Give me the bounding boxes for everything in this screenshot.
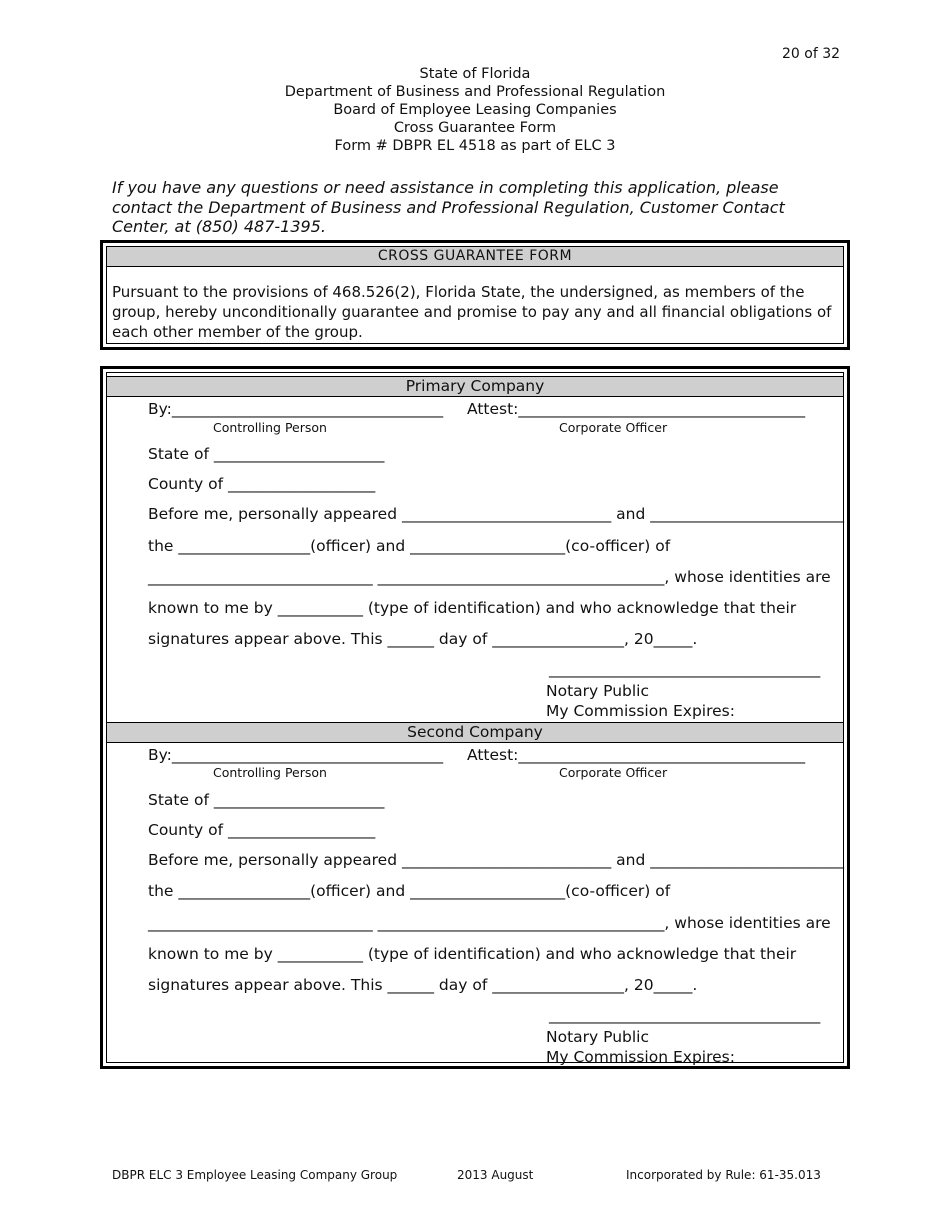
form-header xyxy=(0,65,950,155)
primary-controlling-person-label: Controlling Person xyxy=(213,420,327,435)
header-form-number: Form # DBPR EL 4518 as part of ELC 3 xyxy=(334,138,616,154)
primary-corporate-officer-label: Corporate Officer xyxy=(559,420,668,435)
second-corporate-officer-label: Corporate Officer xyxy=(559,765,668,780)
primary-appeared-line[interactable]: Before me, personally appeared ___________________________ and _________________________ xyxy=(148,505,844,523)
second-notary-public-label: Notary Public xyxy=(546,1028,649,1046)
second-officer-line[interactable]: the _________________(officer) and ____________________(co-officer) of xyxy=(148,882,671,900)
header-form-title: Cross Guarantee Form xyxy=(393,120,557,136)
primary-attest-field[interactable]: Attest:_____________________________________ xyxy=(467,400,806,418)
primary-by-field[interactable]: By:___________________________________ xyxy=(148,400,444,418)
footer-form-name: DBPR ELC 3 Employee Leasing Company Group xyxy=(112,1168,398,1182)
companies-box xyxy=(100,366,850,1069)
cross-guarantee-box xyxy=(100,240,850,350)
primary-notary-public-label: Notary Public xyxy=(546,682,649,700)
second-commission-label: My Commission Expires: xyxy=(546,1048,735,1066)
second-by-field[interactable]: By:___________________________________ xyxy=(148,746,444,764)
cross-guarantee-title: CROSS GUARANTEE FORM xyxy=(107,247,843,267)
second-company-title: Second Company xyxy=(107,722,843,743)
second-state-field[interactable]: State of ______________________ xyxy=(148,791,385,809)
primary-signatures-line[interactable]: signatures appear above. This ______ day of _________________, 20_____. xyxy=(148,630,698,648)
second-notary-signature-line[interactable]: ___________________________________ xyxy=(549,1006,821,1024)
primary-notary-signature-line[interactable]: ___________________________________ xyxy=(549,660,821,678)
header-board: Board of Employee Leasing Companies xyxy=(333,102,617,118)
intro-instructions: If you have any questions or need assistance in completing this application, please contact the Department of Business and Professional Regulation, Customer Contact Center, at (850) 487-1395. xyxy=(112,178,785,236)
primary-company-title: Primary Company xyxy=(107,376,843,397)
primary-state-field[interactable]: State of ______________________ xyxy=(148,445,385,463)
companies-inner xyxy=(106,372,844,1066)
second-controlling-person-label: Controlling Person xyxy=(213,765,327,780)
second-attest-field[interactable]: Attest:_____________________________________ xyxy=(467,746,806,764)
page-number: 20 of 32 xyxy=(782,46,841,62)
header-department: Department of Business and Professional Regulation xyxy=(284,84,666,100)
primary-county-field[interactable]: County of ___________________ xyxy=(148,475,376,493)
primary-identities-line[interactable]: _____________________________ _____________________________________, whose identities are xyxy=(148,568,831,586)
primary-commission-label: My Commission Expires: xyxy=(546,702,735,720)
primary-officer-line[interactable]: the _________________(officer) and ____________________(co-officer) of xyxy=(148,537,671,555)
footer-date: 2013 August xyxy=(457,1168,534,1182)
second-signatures-line[interactable]: signatures appear above. This ______ day of _________________, 20_____. xyxy=(148,976,698,994)
primary-known-line[interactable]: known to me by ___________ (type of identification) and who acknowledge that their xyxy=(148,599,797,617)
footer-rule: Incorporated by Rule: 61-35.013 xyxy=(626,1168,821,1182)
cross-guarantee-text: Pursuant to the provisions of 468.526(2), Florida State, the undersigned, as members of the group, hereby unconditionally guarantee and promise to pay any and all financial obligations of each other member of the group. xyxy=(112,283,832,341)
second-appeared-line[interactable]: Before me, personally appeared ___________________________ and _________________________ xyxy=(148,851,844,869)
second-identities-line[interactable]: _____________________________ _____________________________________, whose identities are xyxy=(148,914,831,932)
second-county-field[interactable]: County of ___________________ xyxy=(148,821,376,839)
cross-guarantee-inner xyxy=(106,246,844,344)
second-known-line[interactable]: known to me by ___________ (type of identification) and who acknowledge that their xyxy=(148,945,797,963)
header-state: State of Florida xyxy=(419,66,531,82)
